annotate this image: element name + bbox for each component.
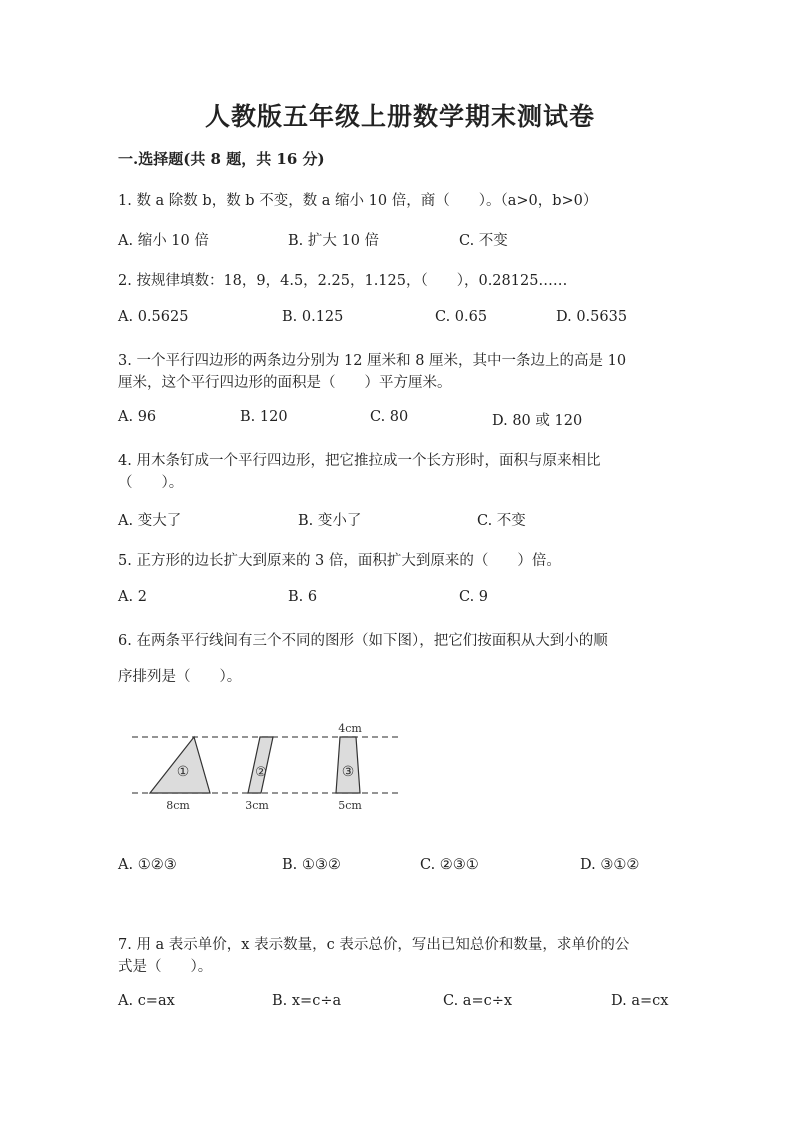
question-6-option-b[interactable]: B. ①③②: [282, 857, 341, 873]
question-2-option-d[interactable]: D. 0.5635: [556, 309, 628, 325]
page-title: 人教版五年级上册数学期末测试卷: [204, 102, 595, 131]
question-1-option-c[interactable]: C. 不变: [459, 233, 508, 249]
question-4-text-line-1: 4. 用木条钉成一个平行四边形，把它推拉成一个长方形时，面积与原来相比: [118, 453, 601, 469]
question-4-text-line-2: （ ）。: [118, 475, 184, 491]
question-2-option-a[interactable]: A. 0.5625: [118, 309, 189, 325]
shape-1-label: ①: [176, 764, 190, 780]
question-3-option-a[interactable]: A. 96: [118, 409, 157, 425]
question-7-option-c[interactable]: C. a=c÷x: [443, 993, 513, 1009]
trapezoid-base-label: 5cm: [338, 799, 362, 812]
top-base-label: 4cm: [338, 722, 362, 735]
question-7-option-a[interactable]: A. c=ax: [118, 993, 175, 1009]
question-1-option-b[interactable]: B. 扩大 10 倍: [288, 233, 380, 249]
question-1-option-a[interactable]: A. 缩小 10 倍: [118, 233, 209, 249]
question-5-option-b[interactable]: B. 6: [288, 589, 318, 605]
parallel-lines-figure: [130, 718, 410, 818]
question-1-text: 1. 数 a 除数 b，数 b 不变，数 a 缩小 10 倍，商（ ）。（a>0，b>0）: [118, 193, 598, 209]
question-4-option-b[interactable]: B. 变小了: [298, 513, 362, 529]
question-5-text: 5. 正方形的边长扩大到原来的 3 倍，面积扩大到原来的（ ）倍。: [118, 553, 561, 569]
question-3-text-line-1: 3. 一个平行四边形的两条边分别为 12 厘米和 8 厘米，其中一条边上的高是 10: [118, 353, 627, 369]
question-2-text: 2. 按规律填数：18，9，4.5，2.25，1.125，（ ），0.28125……: [118, 273, 568, 289]
question-3-option-c[interactable]: C. 80: [370, 409, 409, 425]
question-3-option-b[interactable]: B. 120: [240, 409, 288, 425]
question-7-text-line-2: 式是（ ）。: [118, 959, 213, 975]
question-5-option-c[interactable]: C. 9: [459, 589, 489, 605]
shape-3-label: ③: [341, 764, 355, 780]
question-7-text-line-1: 7. 用 a 表示单价，x 表示数量，c 表示总价，写出已知总价和数量，求单价的公: [118, 937, 630, 953]
section-heading: 一.选择题(共 8 题，共 16 分): [118, 150, 325, 168]
question-3-option-d[interactable]: D. 80 或 120: [492, 413, 583, 429]
question-2-option-b[interactable]: B. 0.125: [282, 309, 344, 325]
question-6-option-a[interactable]: A. ①②③: [118, 857, 177, 873]
question-3-text-line-2: 厘米，这个平行四边形的面积是（ ）平方厘米。: [118, 375, 452, 391]
question-2-option-c[interactable]: C. 0.65: [435, 309, 488, 325]
parallelogram-base-label: 3cm: [245, 799, 269, 812]
question-6-text-line-1: 6. 在两条平行线间有三个不同的图形（如下图），把它们按面积从大到小的顺: [118, 633, 608, 649]
question-5-option-a[interactable]: A. 2: [118, 589, 147, 605]
question-6-text-line-2: 序排列是（ ）。: [118, 669, 242, 685]
question-6-option-c[interactable]: C. ②③①: [420, 857, 479, 873]
question-7-option-b[interactable]: B. x=c÷a: [272, 993, 342, 1009]
question-6-option-d[interactable]: D. ③①②: [580, 857, 640, 873]
triangle-base-label: 8cm: [166, 799, 190, 812]
question-4-option-a[interactable]: A. 变大了: [118, 513, 182, 529]
shape-2-label: ②: [255, 765, 267, 780]
question-4-option-c[interactable]: C. 不变: [477, 513, 526, 529]
question-7-option-d[interactable]: D. a=cx: [611, 993, 669, 1009]
